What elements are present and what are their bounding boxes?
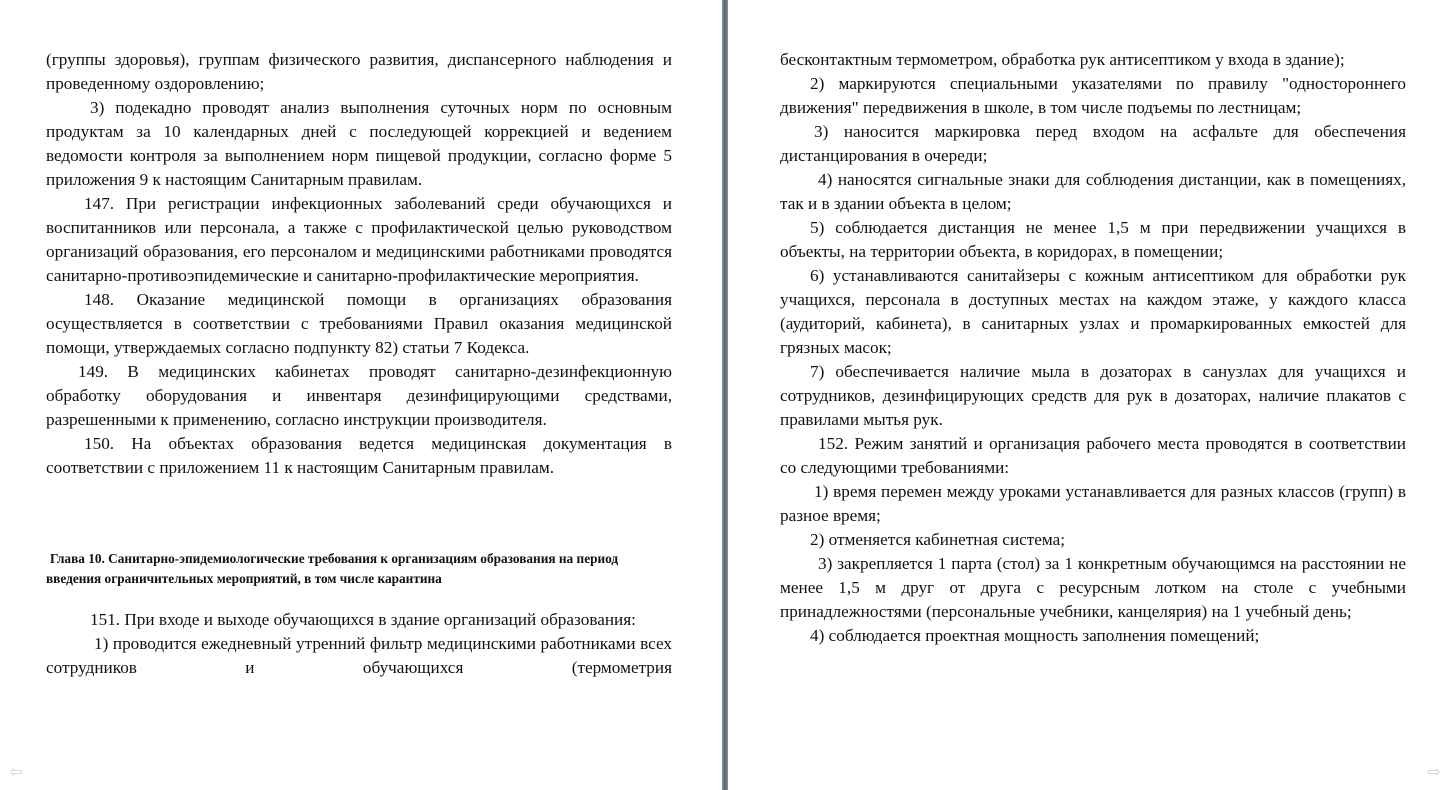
paragraph: 2) маркируются специальными указателями по правилу "одностороннего движения" передвижения в школе, в том числе подъемы по лестницам;: [780, 74, 1406, 117]
paragraph: 152. Режим занятий и организация рабочего места проводятся в соответствии со следующими требованиями:: [780, 434, 1406, 477]
paragraph: 4) соблюдается проектная мощность заполнения помещений;: [810, 626, 1260, 645]
left-page: [0, 0, 722, 790]
right-arrow-icon[interactable]: ⇨: [1427, 762, 1441, 781]
paragraph: 149. В медицинских кабинетах проводят санитарно-дезинфекционную обработку оборудования и инвентаря дезинфицирующими средствами, разрешенными к применению, согласно инструкции производителя.: [46, 362, 672, 429]
chapter-heading: Глава 10. Санитарно-эпидемиологические требования к организациям образования на период введения ограничительных мероприятий, в том числе карантина: [46, 551, 619, 586]
paragraph: 3) закрепляется 1 парта (стол) за 1 конкретным обучающимся на расстоянии не менее 1,5 м друг от друга с ресурсным лотком на столе с учебными принадлежностями (персональные учебники, канцелярия) на 1 учебный день;: [780, 554, 1406, 621]
right-text: [780, 48, 1406, 648]
paragraph: 3) наносится маркировка перед входом на асфальте для обеспечения дистанцирования в очереди;: [780, 122, 1406, 165]
left-text-bottom: [46, 608, 672, 680]
paragraph: 2) отменяется кабинетная система;: [810, 530, 1066, 549]
paragraph: 150. На объектах образования ведется медицинская документация в соответствии с приложением 11 к настоящим Санитарным правилам.: [46, 434, 672, 477]
paragraph: 1) проводится ежедневный утренний фильтр медицинскими работниками всех сотрудников и обучающихся (термометрия: [46, 634, 672, 677]
paragraph: 148. Оказание медицинской помощи в организациях образования осуществляется в соответствии с требованиями Правил оказания медицинской помощи, утверждаемых согласно подпункту 82) статьи 7 Кодекса.: [46, 290, 672, 357]
paragraph: бесконтактным термометром, обработка рук антисептиком у входа в здание);: [780, 50, 1345, 69]
paragraph: 6) устанавливаются санитайзеры с кожным антисептиком для обработки рук учащихся, персонала в доступных местах на каждом этаже, у каждого класса (аудиторий, кабинета), в санитарных узлах и промаркированных емкостей для грязных масок;: [780, 266, 1406, 357]
paragraph: 5) соблюдается дистанция не менее 1,5 м при передвижении учащихся в объекты, на территории объекта, в коридорах, в помещении;: [780, 218, 1406, 261]
paragraph: 147. При регистрации инфекционных заболеваний среди обучающихся и воспитанников или персонала, а также с профилактической целью руководством организаций образования, его персоналом и медицинскими работниками проводятся санитарно-противоэпидемические и санитарно-профилактические мероприятия.: [46, 194, 672, 285]
paragraph: 7) обеспечивается наличие мыла в дозаторах в санузлах для учащихся и сотрудников, дезинфицирующих средств для рук в дозаторах, наличие плакатов с правилами мытья рук.: [780, 362, 1406, 429]
paragraph: 151. При входе и выходе обучающихся в здание организаций образования:: [90, 610, 636, 629]
paragraph: 3) подекадно проводят анализ выполнения суточных норм по основным продуктам за 10 календарных дней с последующей коррекцией и ведением ведомости контроля за выполнением норм пищевой продукции, согласно форме 5 приложения 9 к настоящим Санитарным правилам.: [46, 98, 672, 189]
left-arrow-icon[interactable]: ⇦: [9, 762, 23, 781]
paragraph: (группы здоровья), группам физического развития, диспансерного наблюдения и проведенному оздоровлению;: [46, 50, 672, 93]
paragraph: 1) время перемен между уроками устанавливается для разных классов (групп) в разное время;: [780, 482, 1406, 525]
right-page: [728, 0, 1450, 790]
left-text-top: [46, 48, 672, 480]
paragraph: 4) наносятся сигнальные знаки для соблюдения дистанции, как в помещениях, так и в здании объекта в целом;: [780, 170, 1406, 213]
chapter-heading-block: [46, 549, 676, 589]
